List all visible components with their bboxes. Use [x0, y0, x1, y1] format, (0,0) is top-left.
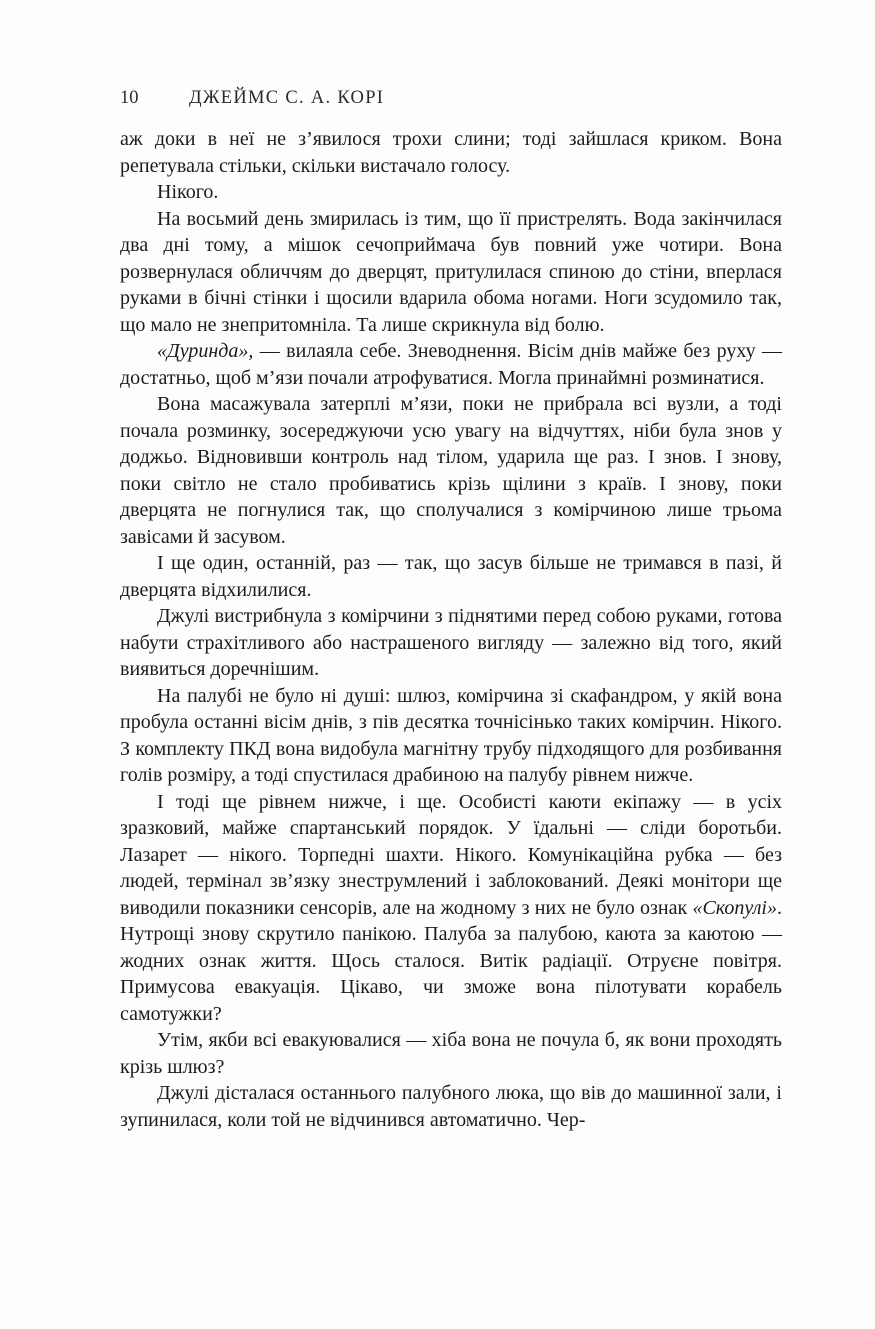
running-header: [120, 88, 782, 109]
text-run: І ще один, останній, раз — так, що засув більше не тримався в пазі, й дверцята відхилилися.: [120, 552, 782, 601]
paragraph: [120, 126, 782, 179]
text-run: На восьмий день змирилась із тим, що її пристрелять. Вода закінчилася два дні тому, а мішок сечоприймача був повний уже чотири. Вона розвернулася обличчям до дверцят, притулилася спиною до стіни, вперлася руками в бічні стінки і щосили вдарила обома ногами. Ноги зсудомило так, що мало не знепритомніла. Та лише скрикнула від болю.: [120, 207, 782, 336]
paragraph: [120, 338, 782, 391]
text-run: Утім, якби всі евакуювалися — хіба вона не почула б, як вони проходять крізь шлюз?: [120, 1029, 782, 1078]
text-run: аж доки в неї не з’явилося трохи слини; тоді зайшлася криком. Вона репетувала стільки, скільки вистачало голосу.: [120, 128, 782, 177]
text-run: Джулі вистрибнула з комірчини з піднятими перед собою руками, готова набути страхітливого або настрашеного вигляду — залежно від того, який виявиться доречнішим.: [120, 605, 782, 680]
paragraph: [120, 179, 782, 206]
italic-run: «Дуринда»,: [157, 340, 254, 362]
paragraph: [120, 603, 782, 683]
text-run: . Нутрощі знову скрутило панікою. Палуба за палубою, каюта за каютою — жодних ознак життя. Щось сталося. Витік радіації. Отруєне повітря. Примусова евакуація. Цікаво, чи зможе вона пілотувати корабель самотужки?: [120, 896, 782, 1025]
paragraph: [120, 1027, 782, 1080]
page-number: 10: [120, 88, 139, 108]
text-run: І тоді ще рівнем нижче, і ще. Особисті каюти екіпажу — в усіх зразковий, майже спартанський порядок. У їдальні — сліди боротьби. Лазарет — нікого. Торпедні шахти. Нікого. Комунікаційна рубка — без людей, термінал зв’язку знеструмлений і заблокований. Деякі монітори ще виводили показники сенсорів, але на жодному з них не було ознак: [120, 790, 782, 919]
text-run: На палубі не було ні душі: шлюз, комірчина зі скафандром, у якій вона пробула останні вісім днів, з пів десятка точнісінько таких комірчин. Нікого. З комплекту ПКД вона видобула магнітну трубу підходящого для розбивання голів розміру, а тоді спустилася драбиною на палубу рівнем нижче.: [120, 684, 782, 786]
paragraph: [120, 1080, 782, 1133]
paragraph: [120, 391, 782, 550]
paragraph: [120, 550, 782, 603]
text-run: Джулі дісталася останнього палубного люка, що вів до машинної зали, і зупинилася, коли той не відчинився автоматично. Чер-: [120, 1082, 782, 1131]
italic-run: «Скопулі»: [692, 896, 777, 919]
text-run: Нікого.: [157, 181, 219, 203]
paragraph: [120, 206, 782, 339]
text-block: [120, 126, 782, 1133]
running-header-author: ДЖЕЙМС С. А. КОРІ: [189, 88, 385, 108]
text-run: — вилаяла себе. Зневоднення. Вісім днів майже без руху — достатньо, щоб м’язи почали атрофуватися. Могла принаймні розминатися.: [120, 340, 782, 389]
text-run: Вона масажувала затерплі м’язи, поки не прибрала всі вузли, а тоді почала розминку, зосереджуючи усю увагу на відчуттях, ніби була знов у доджьо. Відновивши контроль над тілом, ударила ще раз. І знов. І знову, поки світло не стало пробиватись крізь щілини з країв. І знову, поки дверцята не погнулися так, що сполучалися з комірчиною лише трьома завісами й засувом.: [120, 393, 782, 548]
paragraph: [120, 789, 782, 1028]
paragraph: [120, 683, 782, 789]
